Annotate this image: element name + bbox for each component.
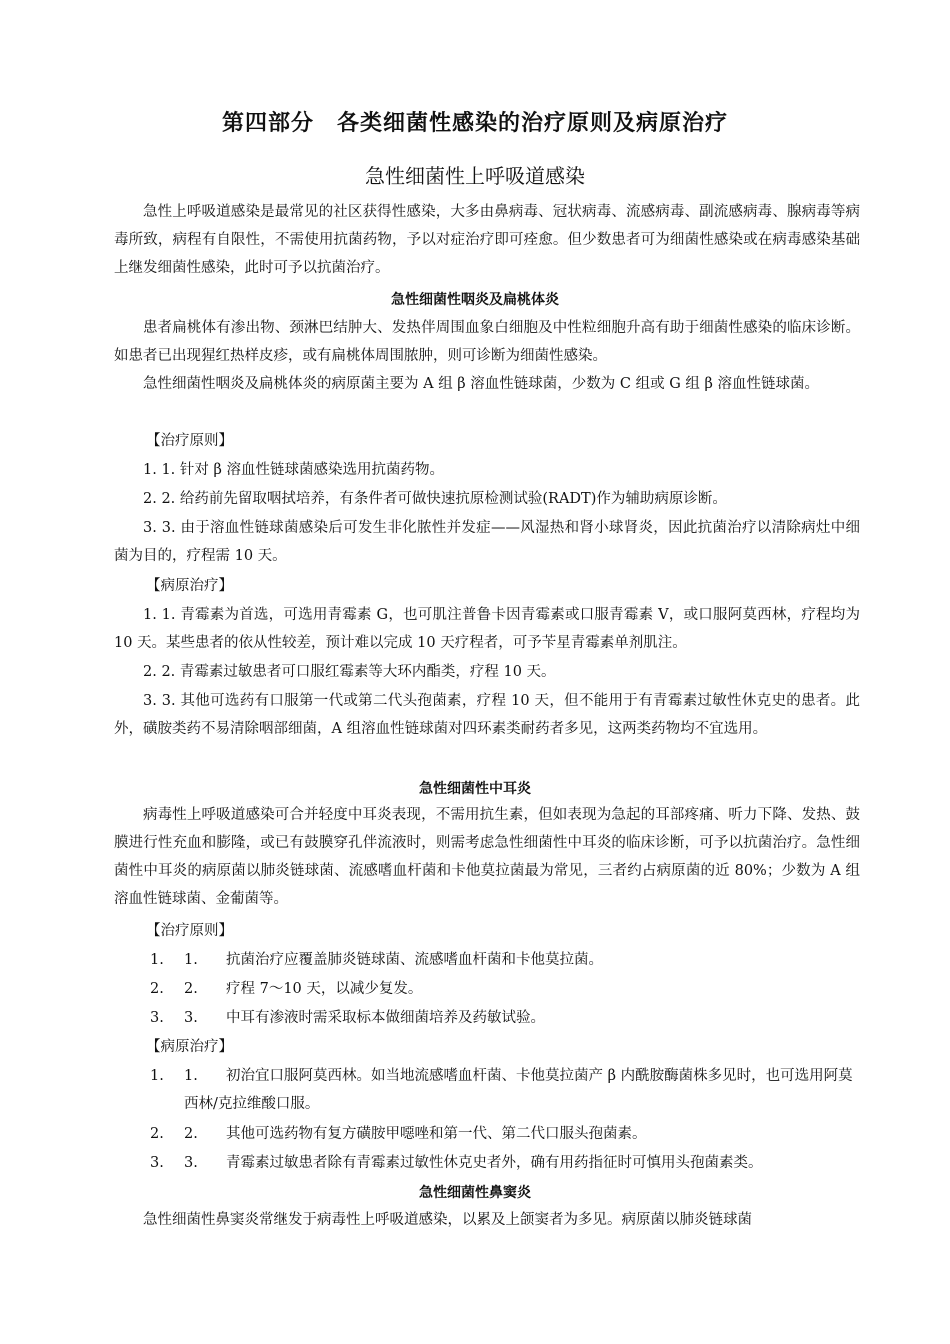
treatment-item: 3. 3. 其他可选药有口服第一代或第二代头孢菌素，疗程 10 天，但不能用于有青霉素过敏性休克史的患者。此外，磺胺类药不易清除咽部细菌，A 组溶血性链球菌对四环素类耐药者多见，这两类药物均不宜选用。	[114, 693, 860, 737]
treatment-principle-label: 【治疗原则】	[146, 923, 233, 939]
treatment-item: 2. 2. 青霉素过敏患者可口服红霉素等大环内酯类，疗程 10 天。	[143, 664, 556, 680]
otitis-paragraph: 病毒性上呼吸道感染可合并轻度中耳炎表现，不需用抗生素，但如表现为急起的耳部疼痛、听力下降、发热、鼓膜进行性充血和膨隆，或已有鼓膜穿孔伴流液时，则需考虑急性细菌性中耳炎的临床诊断，可予以抗菌治疗。急性细菌性中耳炎的病原菌以肺炎链球菌、流感嗜血杆菌和卡他莫拉菌最为常见，三者约占病原菌的近 80%；少数为 A 组溶血性链球菌、金葡菌等。	[114, 807, 860, 907]
item-text: 其他可选药物有复方磺胺甲噁唑和第一代、第二代口服头孢菌素。	[226, 1126, 647, 1142]
etiologic-treatment-label: 【病原治疗】	[146, 578, 233, 594]
item-number: 1.	[184, 952, 198, 968]
item-number: 3.	[184, 1010, 198, 1026]
item-text: 中耳有渗液时需采取标本做细菌培养及药敏试验。	[226, 1010, 545, 1026]
sinusitis-paragraph: 急性细菌性鼻窦炎常继发于病毒性上呼吸道感染，以累及上颌窦者为多见。病原菌以肺炎链球菌	[143, 1212, 752, 1228]
item-text: 抗菌治疗应覆盖肺炎链球菌、流感嗜血杆菌和卡他莫拉菌。	[226, 952, 603, 968]
principle-item	[150, 1004, 860, 1032]
item-number: 3.	[184, 1155, 198, 1171]
pharyngitis-paragraph-2: 急性细菌性咽炎及扁桃体炎的病原菌主要为 A 组 β 溶血性链球菌，少数为 C 组或 G 组 β 溶血性链球菌。	[143, 376, 820, 392]
pharyngitis-paragraph-1: 患者扁桃体有渗出物、颈淋巴结肿大、发热伴周围血象白细胞及中性粒细胞升高有助于细菌性感染的临床诊断。如患者已出现猩红热样皮疹，或有扁桃体周围脓肿，则可诊断为细菌性感染。	[114, 320, 860, 364]
treatment-item: 1. 1. 青霉素为首选，可选用青霉素 G，也可肌注普鲁卡因青霉素或口服青霉素 V，或口服阿莫西林，疗程均为 10 天。某些患者的依从性较差，预计难以完成 10 天疗程者，可予苄星青霉素单剂肌注。	[114, 607, 860, 651]
principle-item	[150, 975, 860, 1003]
principle-item: 1. 1. 针对 β 溶血性链球菌感染选用抗菌药物。	[143, 462, 444, 478]
treatment-item	[150, 1149, 860, 1177]
item-text: 初治宜口服阿莫西林。如当地流感嗜血杆菌、卡他莫拉菌产 β 内酰胺酶菌株多见时，也可选用阿莫西林/克拉维酸口服。	[184, 1068, 853, 1112]
section-heading-sinusitis: 急性细菌性鼻窦炎	[419, 1185, 531, 1201]
item-number: 2.	[184, 981, 198, 997]
item-number: 2.	[150, 981, 164, 997]
intro-paragraph: 急性上呼吸道感染是最常见的社区获得性感染，大多由鼻病毒、冠状病毒、流感病毒、副流感病毒、腺病毒等病毒所致，病程有自限性，不需使用抗菌药物，予以对症治疗即可痊愈。但少数患者可为细菌性感染或在病毒感染基础上继发细菌性感染，此时可予以抗菌治疗。	[114, 204, 860, 276]
treatment-principle-label: 【治疗原则】	[146, 433, 233, 449]
item-number: 1.	[150, 952, 164, 968]
item-number: 3.	[150, 1010, 164, 1026]
treatment-item	[150, 1062, 860, 1118]
treatment-item	[150, 1120, 860, 1148]
item-text: 疗程 7～10 天，以减少复发。	[226, 981, 423, 997]
item-text: 青霉素过敏患者除有青霉素过敏性休克史者外，确有用药指征时可慎用头孢菌素类。	[226, 1155, 763, 1171]
section-heading-otitis: 急性细菌性中耳炎	[419, 781, 531, 797]
item-number: 2.	[184, 1126, 198, 1142]
item-number: 1.	[150, 1068, 164, 1084]
section-heading-pharyngitis: 急性细菌性咽炎及扁桃体炎	[391, 292, 559, 308]
item-number: 3.	[150, 1155, 164, 1171]
item-number: 1.	[184, 1068, 198, 1084]
principle-item: 2. 2. 给药前先留取咽拭培养，有条件者可做快速抗原检测试验(RADT)作为辅助病原诊断。	[143, 491, 727, 507]
principle-item	[150, 946, 860, 974]
etiologic-treatment-label: 【病原治疗】	[146, 1039, 233, 1055]
item-number: 2.	[150, 1126, 164, 1142]
principle-item: 3. 3. 由于溶血性链球菌感染后可发生非化脓性并发症——风湿热和肾小球肾炎，因此抗菌治疗以清除病灶中细菌为目的，疗程需 10 天。	[114, 520, 860, 564]
chapter-subtitle: 急性细菌性上呼吸道感染	[365, 164, 585, 188]
page-title: 第四部分 各类细菌性感染的治疗原则及病原治疗	[221, 111, 728, 136]
